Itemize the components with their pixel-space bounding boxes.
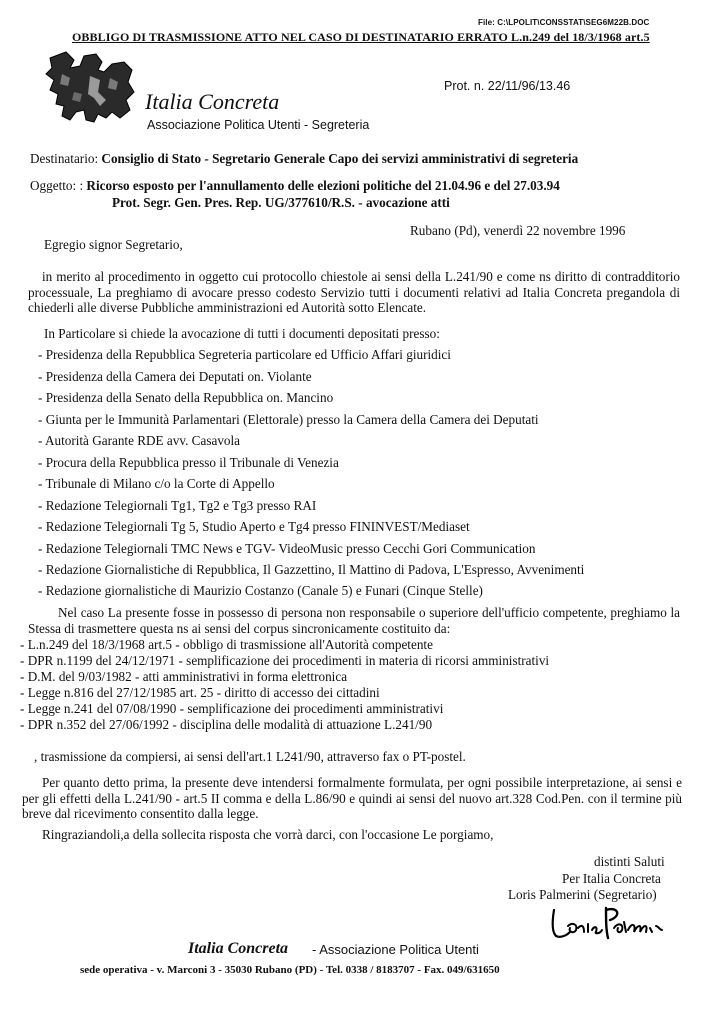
signoff-org: Per Italia Concreta <box>562 871 661 886</box>
org-title: Italia Concreta <box>145 89 280 114</box>
recipient-value: Consiglio di Stato - Segretario Generale Capo dei servizi amministrativi di segreteria <box>101 151 579 166</box>
office-item: - Tribunale di Milano c/o la Corte di Appello <box>38 476 275 491</box>
transmission-line: , trasmissione da compiersi, ai sensi dell'art.1 L241/90, attraverso fax o PT-postel. <box>34 749 466 764</box>
office-item: - Presidenza della Senato della Repubblica on. Mancino <box>38 390 334 405</box>
law-item: - DPR n.352 del 27/06/1992 - disciplina delle modalità di attuazione L.241/90 <box>20 717 433 732</box>
obligation-header: OBBLIGO DI TRASMISSIONE ATTO NEL CASO DI DESTINATARIO ERRATO L.n.249 del 18/3/1968 art.5 <box>72 30 650 44</box>
intro-paragraph: in merito al procedimento in oggetto cui protocollo chiestole ai sensi della L.241/90 e come ns diritto di contradditorio processuale, La preghiamo di avocare presso codesto Servizio tutti i documenti relativi ad Italia Concreta pregandola di chiederli alle diverse Pubbliche amministrazioni ed Autorità sotto Elencate. <box>28 269 680 315</box>
subject-text-2: Prot. Segr. Gen. Pres. Rep. UG/377610/R.S. - avocazione atti <box>112 195 450 210</box>
office-item: - Redazione Giornalistiche di Repubblica, Il Gazzettino, Il Mattino di Padova, L'Espresso, Avvenimenti <box>38 562 585 577</box>
law-item: - DPR n.1199 del 24/12/1971 - semplificazione dei procedimenti in materia di ricorsi amministrativi <box>20 653 550 668</box>
subject-label: Oggetto: : <box>30 178 84 193</box>
office-item: - Autorità Garante RDE avv. Casavola <box>38 433 241 448</box>
footer-org-subtitle: - Associazione Politica Utenti <box>312 942 479 957</box>
signoff-greeting: distinti Saluti <box>594 854 665 869</box>
footer-address: sede operativa - v. Marconi 3 - 35030 Rubano (PD) - Tel. 0338 / 8183707 - Fax. 049/631650 <box>80 964 500 976</box>
office-item: - Redazione Telegiornali Tg1, Tg2 e Tg3 presso RAI <box>38 498 317 513</box>
europe-map-logo <box>40 48 138 128</box>
office-item: - Redazione giornalistiche di Maurizio Costanzo (Canale 5) e Funari (Cinque Stelle) <box>38 583 483 598</box>
law-item: - Legge n.816 del 27/12/1985 art. 25 - diritto di accesso dei cittadini <box>20 685 380 700</box>
office-item: - Presidenza della Camera dei Deputati on. Violante <box>38 369 312 384</box>
list-intro: In Particolare si chiede la avocazione di tutti i documenti depositati presso: <box>44 326 440 341</box>
recipient-line <box>30 151 578 167</box>
law-item: - D.M. del 9/03/1982 - atti amministrativi in forma elettronica <box>20 669 348 684</box>
law-item: - L.n.249 del 18/3/1968 art.5 - obbligo di trasmissione all'Autorità competente <box>20 637 433 652</box>
footer-org-title: Italia Concreta <box>188 940 289 957</box>
office-item: - Redazione Telegiornali TMC News e TGV- VideoMusic presso Cecchi Gori Communication <box>38 541 536 556</box>
org-subtitle: Associazione Politica Utenti - Segreteria <box>147 118 370 132</box>
file-reference: File: C:\LPOLIT\CONSSTAT\SEG6M22B.DOC <box>478 18 650 27</box>
thanks-line: Ringraziandoli,a della sollecita risposta che vorrà darci, con l'occasione Le porgiamo, <box>42 827 494 842</box>
office-item: - Redazione Telegiornali Tg 5, Studio Aperto e Tg4 presso FININVEST/Mediaset <box>38 519 470 534</box>
closing-paragraph: Per quanto detto prima, la presente deve intendersi formalmente formulata, per ogni possibile interpretazione, ai sensi e per gli effetti della L.241/90 - art.5 II comma e della L.86/90 e quindi ai sensi del nuovo art.328 Cod.Pen. con il termine più breve dal ricevimento consentito dalla legge. <box>22 775 682 821</box>
protocol-number: Prot. n. 22/11/96/13.46 <box>444 79 571 93</box>
signoff-name: Loris Palmerini (Segretario) <box>508 887 657 902</box>
salutation: Egregio signor Segretario, <box>44 237 183 252</box>
forward-paragraph: Nel caso La presente fosse in possesso di persona non responsabile o superiore dell'ufficio competente, preghiamo la Stessa di trasmettere questa ns ai sensi del corpus sincronicamente costituito da: <box>28 605 680 636</box>
recipient-label: Destinatario: <box>30 151 99 166</box>
office-item: - Presidenza della Repubblica Segreteria particolare ed Ufficio Affari giuridici <box>38 347 451 362</box>
law-item: - Legge n.241 del 07/08/1990 - semplificazione dei procedimenti amministrativi <box>20 701 444 716</box>
date-line: Rubano (Pd), venerdì 22 novembre 1996 <box>410 223 626 238</box>
subject-text-1: Ricorso esposto per l'annullamento delle elezioni politiche del 21.04.96 e del 27.03.94 <box>86 178 560 193</box>
handwritten-signature <box>548 902 666 942</box>
office-item: - Procura della Repubblica presso il Tribunale di Venezia <box>38 455 339 470</box>
office-item: - Giunta per le Immunità Parlamentari (Elettorale) presso la Camera della Camera dei Deputati <box>38 412 539 427</box>
subject-line-1 <box>30 178 560 194</box>
